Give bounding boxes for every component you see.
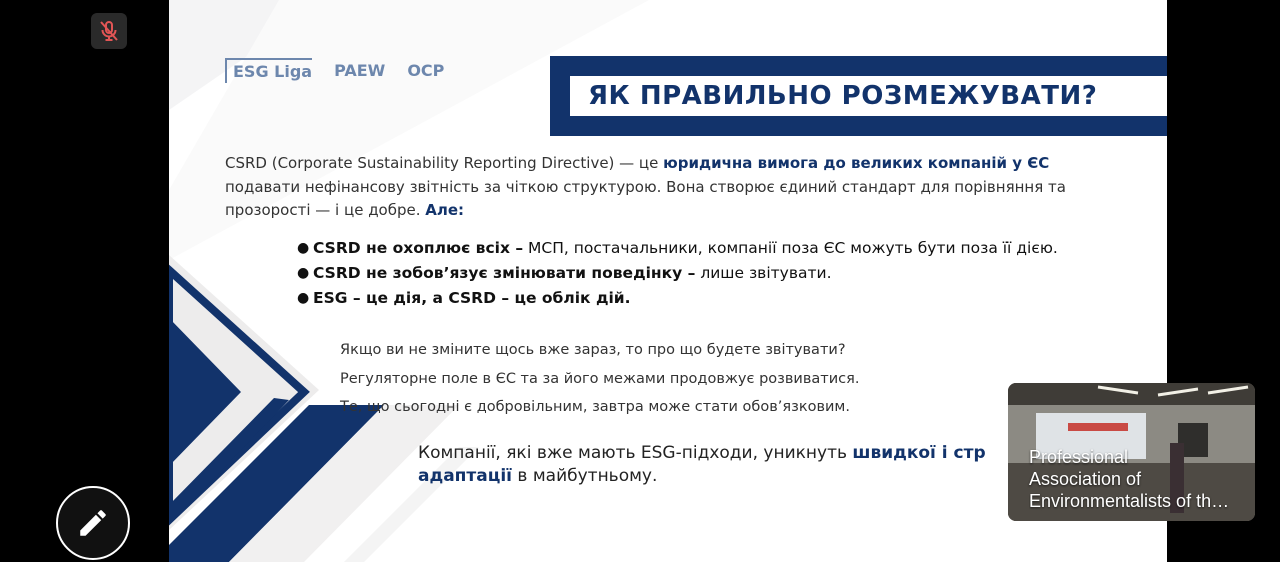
bullet-item bbox=[297, 261, 1117, 286]
bullet-list bbox=[297, 236, 1117, 311]
closing-text-2: в майбутньому. bbox=[512, 466, 658, 486]
participant-name-line: Association of bbox=[1029, 469, 1142, 489]
participant-name-line: Environmentalists of th… bbox=[1029, 491, 1230, 511]
question-line: Те, що сьогодні є добровільним, завтра може стати обов’язковим. bbox=[340, 399, 850, 415]
bullet-item bbox=[297, 286, 1117, 311]
logo-esg-liga: ESG Liga bbox=[225, 58, 312, 83]
question-line: Регуляторне поле в ЄС та за його межами продовжує розвиватися. bbox=[340, 370, 860, 387]
closing-text: Компанії, які вже мають ESG-підходи, уникнуть bbox=[418, 443, 853, 463]
bullet-strong: CSRD не охоплює всіх – bbox=[313, 239, 524, 257]
mic-off-icon bbox=[97, 19, 121, 43]
closing-highlight-2: адаптації bbox=[418, 466, 512, 486]
partner-logos bbox=[225, 56, 444, 84]
bullet-text: МСП, постачальники, компанії поза ЄС можуть бути поза її дією. bbox=[523, 239, 1058, 257]
bullet-dot: ● bbox=[297, 240, 310, 256]
logo-ocp: OCP bbox=[407, 60, 445, 80]
question-line: Якщо ви не зміните щось вже зараз, то про що будете звітувати? bbox=[340, 342, 846, 358]
bullet-strong: CSRD не зобов’язує змінювати поведінку – bbox=[313, 264, 696, 282]
bullet-strong: ESG – це дія, а CSRD – це облік дій. bbox=[313, 289, 631, 307]
bullet-dot: ● bbox=[297, 265, 310, 281]
participant-video-tile[interactable] bbox=[1008, 383, 1255, 521]
edit-button[interactable] bbox=[56, 486, 130, 560]
intro-highlight: юридична вимога до великих компаній у ЄС bbox=[663, 154, 1050, 172]
title-box bbox=[570, 76, 1167, 116]
pencil-icon bbox=[76, 506, 110, 540]
intro-text: CSRD (Corporate Sustainability Reporting Directive) — це bbox=[225, 154, 664, 172]
closing-highlight: швидкої і стр bbox=[852, 443, 986, 463]
participant-name bbox=[1029, 446, 1249, 512]
logo-paew: PAEW bbox=[334, 60, 386, 80]
bullet-dot: ● bbox=[297, 290, 310, 306]
slide-title: ЯК ПРАВИЛЬНО РОЗМЕЖУВАТИ? bbox=[588, 81, 1098, 111]
intro-text-2: подавати нефінансову звітність за чіткою структурою. Вона створює єдиний стандарт для порівняння та bbox=[225, 177, 1066, 196]
intro-text-3: прозорості — і це добре. bbox=[225, 201, 426, 219]
questions-block bbox=[340, 336, 859, 422]
intro-paragraph bbox=[225, 152, 1125, 223]
mic-off-button[interactable] bbox=[91, 13, 127, 49]
intro-but: Але: bbox=[425, 201, 465, 219]
bullet-text: лише звітувати. bbox=[695, 264, 832, 282]
title-banner bbox=[550, 56, 1167, 136]
bullet-item bbox=[297, 236, 1117, 261]
participant-name-line: Professional bbox=[1029, 447, 1129, 467]
